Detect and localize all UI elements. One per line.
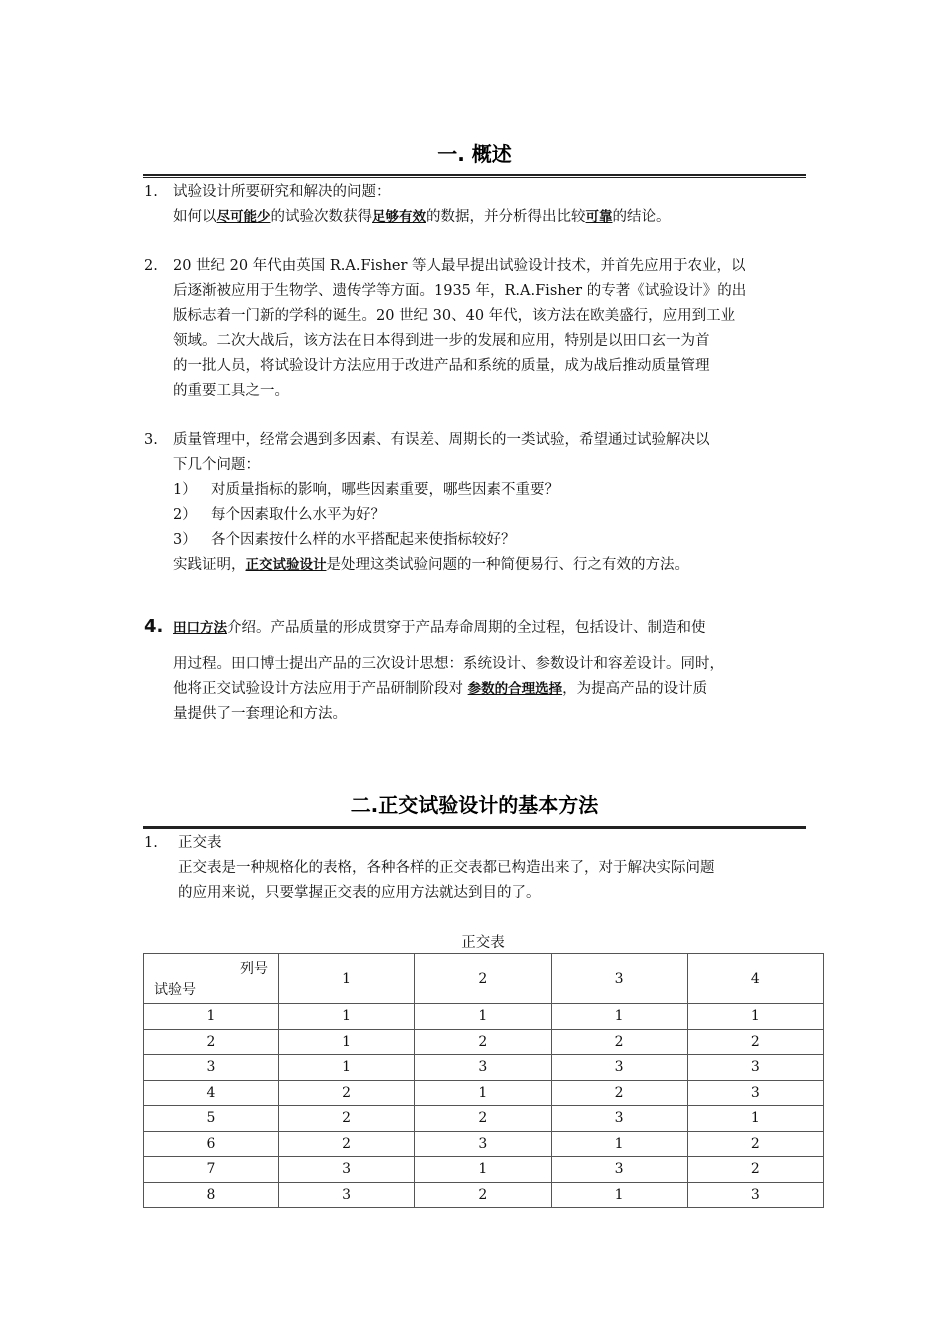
value-cell: 2 <box>687 1131 823 1157</box>
orthogonal-table <box>143 953 824 1208</box>
section-2-item-1-heading: 正交表 <box>178 835 222 851</box>
trial-cell: 1 <box>144 1004 279 1030</box>
section-2-item-1-line: 正交表是一种规格化的表格，各种各样的正交表都已构造出来了，对于解决实际问题 <box>178 860 715 876</box>
value-cell: 2 <box>551 1029 687 1055</box>
value-cell: 3 <box>687 1080 823 1106</box>
emphasis-orthogonal-design: 正交试验设计 <box>245 557 327 573</box>
emphasis-reliable: 可靠 <box>585 209 613 225</box>
section-2-rule <box>143 826 806 829</box>
value-cell: 2 <box>415 1106 551 1132</box>
text-run: 的数据，并分析得出比较 <box>426 209 586 225</box>
value-cell: 3 <box>551 1106 687 1132</box>
value-cell: 3 <box>415 1055 551 1081</box>
item-4-number: 4. <box>144 616 164 637</box>
value-cell: 1 <box>415 1157 551 1183</box>
item-3-line: 下几个问题： <box>173 457 260 473</box>
subitem-3-text: 各个因素按什么样的水平搭配起来使指标较好？ <box>211 532 516 548</box>
trial-cell: 6 <box>144 1131 279 1157</box>
value-cell: 3 <box>279 1157 415 1183</box>
value-cell: 2 <box>279 1131 415 1157</box>
value-cell: 2 <box>551 1080 687 1106</box>
value-cell: 1 <box>551 1004 687 1030</box>
value-cell: 3 <box>279 1182 415 1208</box>
trial-cell: 8 <box>144 1182 279 1208</box>
text-run: 的试验次数获得 <box>270 209 372 225</box>
column-header: 4 <box>687 954 823 1004</box>
subitem-1-text: 对质量指标的影响，哪些因素重要，哪些因素不重要？ <box>211 482 559 498</box>
emphasis-sufficient: 足够有效 <box>372 209 426 225</box>
table-header-row <box>144 954 824 1004</box>
value-cell: 1 <box>279 1004 415 1030</box>
subitem-2-number: 2） <box>173 507 197 523</box>
text-run: 实践证明， <box>173 557 246 573</box>
item-2-line: 的重要工具之一。 <box>173 383 289 399</box>
table-caption: 正交表 <box>461 935 505 951</box>
emphasis-fewest: 尽可能少 <box>216 209 271 225</box>
item-2-line: 版标志着一门新的学科的诞生。20 世纪 30、40 年代，该方法在欧美盛行，应用到工业 <box>173 308 736 324</box>
item-1-line-1 <box>173 182 391 202</box>
table-row <box>144 1131 824 1157</box>
item-4-line-1 <box>173 618 706 638</box>
value-cell: 1 <box>551 1131 687 1157</box>
column-header: 3 <box>551 954 687 1004</box>
subitem-3-number: 3） <box>173 532 197 548</box>
text-run: 是处理这类试验问题的一种简便易行、行之有效的方法。 <box>326 557 689 573</box>
trial-cell: 2 <box>144 1029 279 1055</box>
item-2-number: 2. <box>144 258 158 274</box>
table-row <box>144 1004 824 1030</box>
trial-number-label: 试验号 <box>154 982 196 998</box>
trial-cell: 5 <box>144 1106 279 1132</box>
table-row <box>144 1106 824 1132</box>
value-cell: 1 <box>687 1004 823 1030</box>
text-run: 介绍。产品质量的形成贯穿于产品寿命周期的全过程，包括设计、制造和使 <box>227 620 706 636</box>
value-cell: 2 <box>415 1029 551 1055</box>
item-1-line-2 <box>173 207 671 227</box>
section-2-item-1-number: 1. <box>144 835 158 851</box>
value-cell: 2 <box>687 1157 823 1183</box>
item-2-line: 后逐渐被应用于生物学、遗传学等方面。1935 年，R.A.Fisher 的专著《试验设计》的出 <box>173 283 747 299</box>
item-2-line: 20 世纪 20 年代由英国 R.A.Fisher 等人最早提出试验设计技术，并首先应用于农业，以 <box>173 258 746 274</box>
table-row <box>144 1182 824 1208</box>
column-number-label: 列号 <box>240 961 268 977</box>
value-cell: 1 <box>415 1004 551 1030</box>
item-1-number: 1. <box>144 184 158 200</box>
table-row <box>144 1055 824 1081</box>
text-run: 如何以 <box>173 209 217 225</box>
section-1-rule <box>143 174 806 178</box>
value-cell: 1 <box>415 1080 551 1106</box>
value-cell: 1 <box>279 1029 415 1055</box>
item-2-line: 的一批人员，将试验设计方法应用于改进产品和系统的质量，成为战后推动质量管理 <box>173 358 710 374</box>
item-3-conclusion <box>173 555 689 575</box>
value-cell: 3 <box>551 1055 687 1081</box>
corner-header-cell <box>144 954 279 1004</box>
column-header: 1 <box>279 954 415 1004</box>
subitem-1-number: 1） <box>173 482 197 498</box>
table-row <box>144 1029 824 1055</box>
column-header: 2 <box>415 954 551 1004</box>
trial-cell: 7 <box>144 1157 279 1183</box>
item-2-line: 领域。二次大战后，该方法在日本得到进一步的发展和应用，特别是以田口玄一为首 <box>173 333 710 349</box>
value-cell: 1 <box>279 1055 415 1081</box>
value-cell: 2 <box>279 1106 415 1132</box>
value-cell: 2 <box>279 1080 415 1106</box>
section-2-title: 二.正交试验设计的基本方法 <box>350 793 599 817</box>
item-4-line-3 <box>173 679 707 699</box>
value-cell: 1 <box>687 1106 823 1132</box>
item-4-line-4: 量提供了一套理论和方法。 <box>173 706 347 722</box>
table-row <box>144 1157 824 1183</box>
trial-cell: 4 <box>144 1080 279 1106</box>
value-cell: 3 <box>687 1182 823 1208</box>
item-1-question: 试验设计所要研究和解决的问题： <box>173 184 391 200</box>
item-4-line-2: 用过程。田口博士提出产品的三次设计思想：系统设计、参数设计和容差设计。同时， <box>173 656 724 672</box>
item-3-number: 3. <box>144 432 158 448</box>
value-cell: 2 <box>687 1029 823 1055</box>
value-cell: 3 <box>415 1131 551 1157</box>
trial-cell: 3 <box>144 1055 279 1081</box>
table-row <box>144 1080 824 1106</box>
subitem-2-text: 每个因素取什么水平为好？ <box>211 507 385 523</box>
section-2-item-1-line: 的应用来说，只要掌握正交表的应用方法就达到目的了。 <box>178 885 541 901</box>
emphasis-taguchi-method: 田口方法 <box>173 620 227 636</box>
item-3-line: 质量管理中，经常会遇到多因素、有误差、周期长的一类试验，希望通过试验解决以 <box>173 432 710 448</box>
value-cell: 3 <box>551 1157 687 1183</box>
text-run: 他将正交试验设计方法应用于产品研制阶段对 <box>173 681 468 697</box>
text-run: ，为提高产品的设计质 <box>562 681 708 697</box>
section-1-title: 一. 概述 <box>437 142 512 166</box>
value-cell: 1 <box>551 1182 687 1208</box>
emphasis-parameter-selection: 参数的合理选择 <box>467 681 563 697</box>
value-cell: 3 <box>687 1055 823 1081</box>
text-run: 的结论。 <box>612 209 671 225</box>
value-cell: 2 <box>415 1182 551 1208</box>
